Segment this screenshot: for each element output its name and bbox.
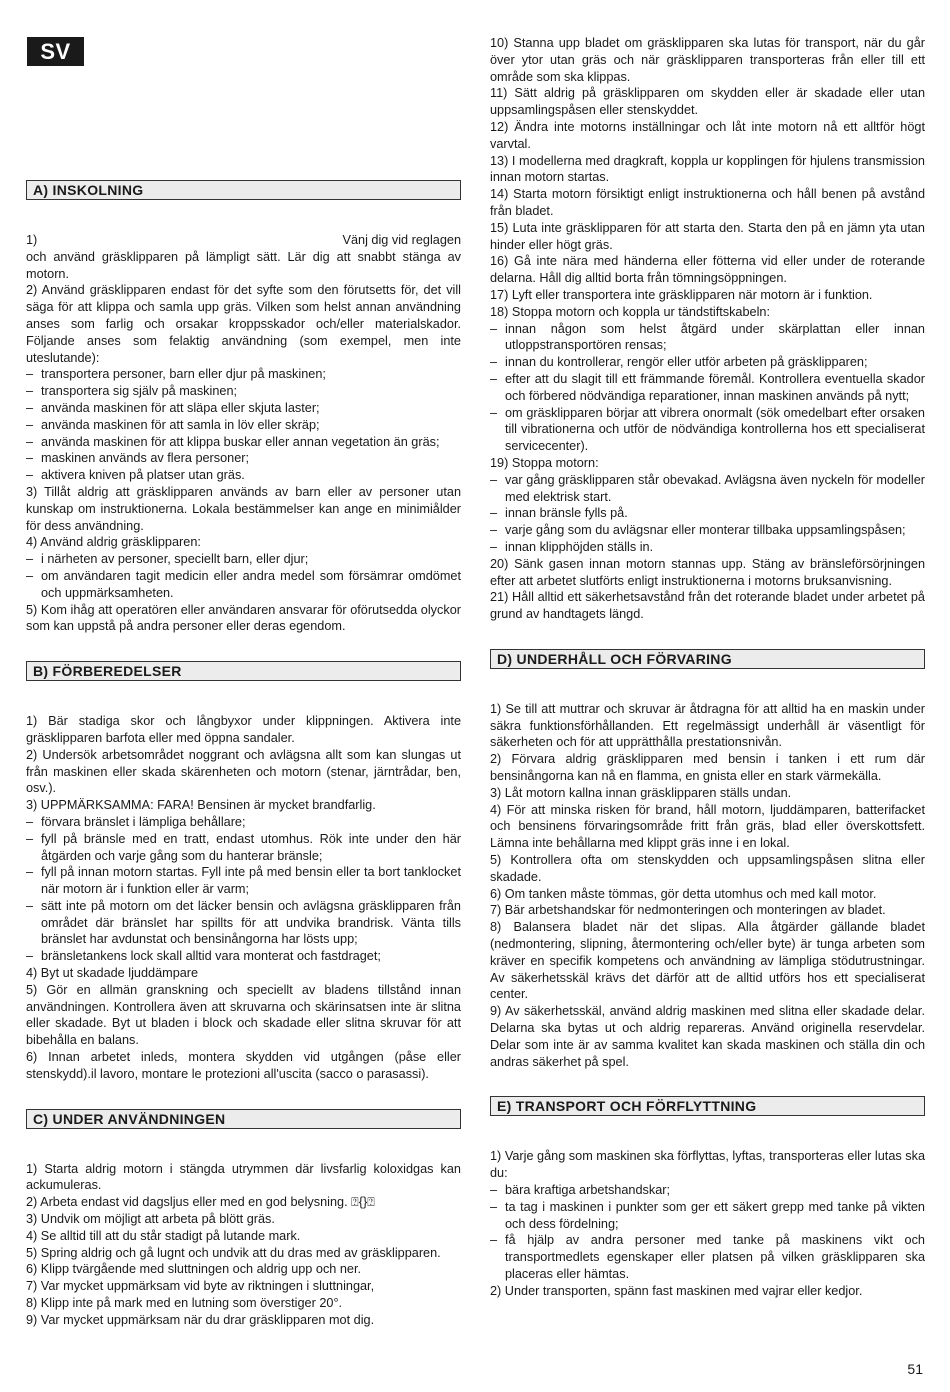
section-c-item-21: 21) Håll alltid ett säkerhetsavstånd från det roterande bladet under arbetet på grund av handtagets längd. (490, 590, 925, 622)
section-a-item-1-lead: Vänj dig vid reglagen (342, 233, 461, 247)
section-c-item: 16) Gå inte nära med händerna eller fötterna vid eller under de roterande delarna. Håll dig alltid borta från tömningsöppningen. (490, 254, 925, 286)
section-e-heading: E) TRANSPORT OCH FÖRFLYTTNING (490, 1096, 925, 1116)
section-c-item-19-dash: – varje gång som du avlägsnar eller monterar tillbaka uppsamlingspåsen; (490, 522, 925, 539)
section-c-item-18-dash: – innan någon som helst åtgärd under skärplattan eller innan utloppstransportören rensas; (490, 321, 925, 355)
section-c-item-19: 19) Stoppa motorn: (490, 455, 599, 470)
section-c-heading: C) UNDER ANVÄNDNINGEN (26, 1109, 461, 1129)
section-c-item: 10) Stanna upp bladet om gräsklipparen ska lutas för transport, när du går över ytor utan gräs och när gräsklipparen transporteras från eller till ett område som ska klippas. (490, 36, 925, 84)
section-a-item-2-dash: – transportera sig själv på maskinen; (26, 383, 461, 400)
section-a-item-4-dash: – i närheten av personer, speciellt barn, eller djur; (26, 551, 461, 568)
section-c-item-19-dash: – var gång gräsklipparen står obevakad. Avlägsna även nyckeln för modeller med elektrisk start. (490, 472, 925, 506)
section-a-item-2-dash: – använda maskinen för att klippa buskar eller annan vegetation än gräs; (26, 434, 461, 451)
section-b-item-1: 1) Bär stadiga skor och långbyxor under klippningen. Aktivera inte gräsklipparen barfota eller med öppna sandaler. (26, 714, 461, 745)
section-c-item: 3) Undvik om möjligt att arbeta på blött gräs. (26, 1212, 275, 1227)
language-tag: SV (27, 37, 84, 66)
section-c-item: 14) Starta motorn försiktigt enligt instruktionerna och håll benen på avstånd från bladet. (490, 187, 925, 218)
section-a-item-2-dash: – använda maskinen för att släpa eller skjuta laster; (26, 400, 461, 417)
section-e-item-1-dash: – få hjälp av andra personer med tanke på maskinens vikt och transportmedlets egenskaper eller platsen på vilken gräsklipparen ska placeras eller hämtas. (490, 1232, 925, 1282)
section-d-item: 5) Kontrollera ofta om stenskydden och uppsamlingspåsen slitna eller skadade. (490, 853, 925, 884)
section-c-item: 2) Arbeta endast vid dagsljus eller med en god belysning. ⍰{}⍰ (26, 1195, 375, 1210)
left-column (26, 180, 461, 1329)
section-d-item: 6) Om tanken måste tömmas, gör detta utomhus och med kall motor. (490, 886, 877, 901)
section-c-item: 1) Starta aldrig motorn i stängda utrymmen där livsfarlig koloxidgas kan ackumuleras. (26, 1161, 461, 1193)
section-c-item: 8) Klipp inte på mark med en lutning som överstiger 20°. (26, 1296, 343, 1311)
section-b-item-3-dash: – fyll på innan motorn startas. Fyll inte på med bensin eller ta bort tanklocket när motorn är i funktion eller är varm; (26, 864, 461, 898)
section-a-item-1-cont: och använd gräsklipparen på lämpligt sätt. Lär dig att snabbt stänga av motorn. (26, 249, 461, 281)
section-d-item: 8) Balansera bladet när det slipas. Alla åtgärder gällande bladet (nedmontering, slipning, återmontering och/eller byte) är tunga arbeten som kräver en specifik kompetens och användning av lämpliga stödutrustningar. Av säkerhetsskäl krävs det därför att de alltid utförs hos ett specialiserat center. (490, 920, 925, 1002)
section-e-item-2: 2) Under transporten, spänn fast maskinen med vajrar eller kedjor. (490, 1283, 863, 1298)
section-b-item-3-dash: – fyll på bränsle med en tratt, endast utomhus. Rök inte under den här åtgärden och varje gång som du hanterar bränsle; (26, 831, 461, 865)
section-a-item-2-dash: – transportera personer, barn eller djur på maskinen; (26, 366, 461, 383)
section-c-item-18-dash: – innan du kontrollerar, rengör eller utför arbeten på gräsklipparen; (490, 354, 925, 371)
section-c-item-20: 20) Sänk gasen innan motorn stannas upp. Stäng av bränsleförsörjningen efter att arbetet slutförts enligt instruktionerna i motorns bruksanvisning. (490, 556, 925, 588)
section-a-item-2-dash: – maskinen används av flera personer; (26, 450, 461, 467)
section-d-heading: D) UNDERHÅLL OCH FÖRVARING (490, 649, 925, 669)
section-b-item-5: 5) Gör en allmän granskning och speciellt av bladens tillstånd innan användningen. Kontrollera även att skruvarna och skärinsatsen inte är slitna eller skadade. Byt ut bladen i block och skadade eller slitna skruvar för att bibehålla en balans. (26, 982, 461, 1048)
section-c-item: 13) I modellerna med dragkraft, koppla ur kopplingen för hjulens transmission innan motorn startas. (490, 153, 925, 185)
section-d-item: 1) Se till att muttrar och skruvar är åtdragna för att alltid ha en maskin under säkra funktionsförhållanden. Ett regelmässigt underhåll är väsentligt för säkerheten och för att upprätthålla prestationsnivån. (490, 701, 925, 750)
section-e-item-1-dash: – bära kraftiga arbetshandskar; (490, 1182, 925, 1199)
section-b-heading: B) FÖRBEREDELSER (26, 661, 461, 681)
section-d-item: 9) Av säkerhetsskäl, använd aldrig maskinen med slitna eller skadade delar. Delarna ska bytas ut och aldrig repareras. Använd originella reservdelar. Delar som inte är av samma kvalitet kan skada maskinen och ställa din och andras säkerhet på spel. (490, 1004, 925, 1069)
section-c-item-19-dash: – innan klipphöjden ställs in. (490, 539, 925, 556)
section-b-item-3-dash: – förvara bränslet i lämpliga behållare; (26, 814, 461, 831)
section-b-item-3: 3) UPPMÄRKSAMMA: FARA! Bensinen är mycket brandfarlig. (26, 798, 376, 813)
section-c-item: 15) Luta inte gräsklipparen för att starta den. Starta den på en jämn yta utan hinder eller högt gräs. (490, 220, 925, 252)
section-d-item: 7) Bär arbetshandskar för nedmonteringen och monteringen av bladet. (490, 903, 886, 918)
section-c-item: 4) Se alltid till att du står stadigt på lutande mark. (26, 1228, 301, 1243)
section-b-item-4: 4) Byt ut skadade ljuddämpare (26, 966, 199, 981)
section-c-item: 6) Klipp tvärgående med sluttningen och aldrig upp och ner. (26, 1262, 362, 1277)
section-a-item-4-dash: – om användaren tagit medicin eller andra medel som försämrar omdömet och uppmärksamheten. (26, 568, 461, 602)
section-a-item-1-first-line (26, 232, 461, 249)
section-c-item: 9) Var mycket uppmärksam när du drar gräsklipparen mot dig. (26, 1312, 375, 1327)
section-c-item: 12) Ändra inte motorns inställningar och låt inte motorn nå ett alltför högt varvtal. (490, 119, 925, 151)
section-a-item-5: 5) Kom ihåg att operatören eller användaren ansvarar för oförutsedda olyckor som kan uppstå på andra personer eller deras egendom. (26, 602, 461, 634)
section-d-item: 3) Låt motorn kallna innan gräsklipparen ställs undan. (490, 785, 792, 800)
section-a-item-2: 2) Använd gräsklipparen endast för det syfte som den förutsetts för, det vill säga för att klippa och samla upp gräs. Vilken som helst annan användning anses som farlig och orsakar kroppsskador och/eller materialskador. Följande anses som felaktig användning (som exempel, men inte uteslutande): (26, 283, 461, 365)
section-c-item-19-dash: – innan bränsle fylls på. (490, 505, 925, 522)
section-a-item-4: 4) Använd aldrig gräsklipparen: (26, 535, 201, 550)
section-c-item: 7) Var mycket uppmärksam vid byte av riktningen i sluttningar, (26, 1279, 375, 1294)
section-b-item-2: 2) Undersök arbetsområdet noggrant och avlägsna allt som kan slungas ut från maskinen eller skada skärenheten och motorn (stenar, järntrådar, ben, osv.). (26, 747, 461, 796)
section-c-item-18-dash: – efter att du slagit till ett främmande föremål. Kontrollera eventuella skador och förbered nödvändiga reparationer, innan maskinen används på nytt; (490, 371, 925, 405)
section-d-item: 2) Förvara aldrig gräsklipparen med bensin i tanken i ett rum där bensinångorna kan nå en flamma, en gnista eller en stark värmekälla. (490, 752, 925, 784)
section-d-item: 4) För att minska risken för brand, håll motorn, ljuddämparen, batterifacket och bensinens förvaringsområde fritt från gräs, blad eller överskottsfett. Lämna inte behållarna med klippt gräs inne i en lokal. (490, 802, 925, 851)
section-a-item-2-dash: – använda maskinen för att samla in löv eller skräp; (26, 417, 461, 434)
section-a-item-3: 3) Tillåt aldrig att gräsklipparen används av barn eller av personer utan kunskap om instruktionerna. Lokala bestämmelser kan ange en minimiålder för dess användning. (26, 484, 461, 533)
section-b-item-6: 6) Innan arbetet inleds, montera skydden vid utgången (påse eller stenskydd).il lavoro, montare le protezioni all'uscita (sacco o parasassi). (26, 1050, 461, 1081)
section-c-item: 11) Sätt aldrig på gräsklipparen om skydden eller är skadade eller utan uppsamlingspåsen eller stenskyddet. (490, 86, 925, 118)
section-c-item: 17) Lyft eller transportera inte gräsklipparen när motorn är i funktion. (490, 287, 873, 302)
section-a-item-2-dash: – aktivera kniven på platser utan gräs. (26, 467, 461, 484)
section-b-item-3-dash: – sätt inte på motorn om det läcker bensin och avlägsna gräsklipparen från området där bränslet har spillts för att undvika brandrisk. Vänta tills bränslet har avdunstat och bensinångorna har lösts upp; (26, 898, 461, 948)
section-e-item-1: 1) Varje gång som maskinen ska förflyttas, lyftas, transporteras eller lutas ska du: (490, 1149, 925, 1181)
section-a-heading: A) INSKOLNING (26, 180, 461, 200)
section-c-item: 5) Spring aldrig och gå lugnt och undvik att du dras med av gräsklipparen. (26, 1245, 441, 1260)
page-number: 51 (907, 1361, 923, 1377)
section-e-item-1-dash: – ta tag i maskinen i punkter som ger ett säkert grepp med tanke på vikten och dess fördelning; (490, 1199, 925, 1233)
section-a-item-1-number: 1) (26, 233, 38, 247)
section-b-item-3-dash: – bränsletankens lock skall alltid vara monterat och fastdraget; (26, 948, 461, 965)
right-column (490, 35, 925, 1300)
section-c-item-18-dash: – om gräsklipparen börjar att vibrera onormalt (sök omedelbart efter orsaken till vibrationerna och utför de nödvändiga kontrollerna hos ett specialiserat servicecenter). (490, 405, 925, 455)
section-c-item: 18) Stoppa motorn och koppla ur tändstiftskabeln: (490, 304, 770, 319)
